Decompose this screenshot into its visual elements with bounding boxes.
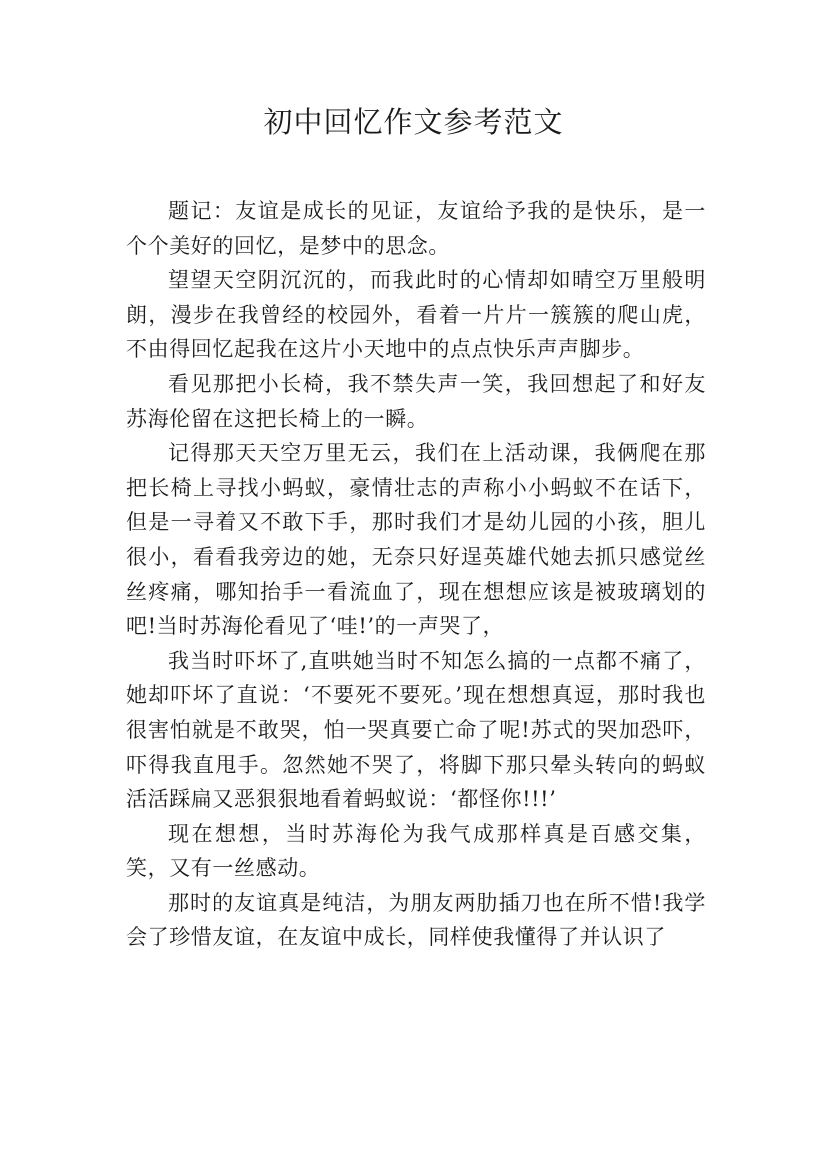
paragraph-epigraph: 题记：友谊是成长的见证，友谊给予我的是快乐，是一个个美好的回忆，是梦中的思念。 (126, 199, 706, 258)
paragraph-friendship: 那时的友谊真是纯洁，为朋友两肋插刀也在所不惜!我学会了珍惜友谊，在友谊中成长，同样使我懂得了并认识了 (126, 890, 706, 950)
paragraph-bench: 看见那把小长椅，我不禁失声一笑，我回想起了和好友苏海伦留在这把长椅上的一瞬。 (126, 371, 706, 431)
paragraph-scared: 我当时吓坏了,直哄她当时不知怎么搞的一点都不痛了，她却吓坏了直说：‘不要死不要死。’现在想想真逗，那时我也很害怕就是不敢哭，怕一哭真要亡命了呢!苏式的哭加恐吓，吓得我直甩手。忽然她不哭了，将脚下那只晕头转向的蚂蚁活活踩扁又恶狠狠地看着蚂蚁说：‘都怪你!!!’ (126, 648, 706, 812)
paragraph-reflection: 现在想想，当时苏海伦为我气成那样真是百感交集，笑，又有一丝感动。 (126, 821, 706, 881)
paragraph-memory: 记得那天天空万里无云，我们在上活动课，我俩爬在那把长椅上寻找小蚂蚁，豪情壮志的声称小小蚂蚁不在话下，但是一寻着又不敢下手，那时我们才是幼儿园的小孩，胆儿很小，看看我旁边的她，无奈只好逞英雄代她去抓只感觉丝丝疼痛，哪知抬手一看流血了，现在想想应该是被玻璃划的吧!当时苏海伦看见了‘哇!’的一声哭了， (126, 441, 706, 639)
document-title: 初中回忆作文参考范文 (263, 105, 564, 139)
paragraph-sky: 望望天空阴沉沉的，而我此时的心情却如晴空万里般明朗，漫步在我曾经的校园外，看着一片片一簇簇的爬山虎，不由得回忆起我在这片小天地中的点点快乐声声脚步。 (126, 268, 706, 362)
document-body (126, 194, 706, 955)
